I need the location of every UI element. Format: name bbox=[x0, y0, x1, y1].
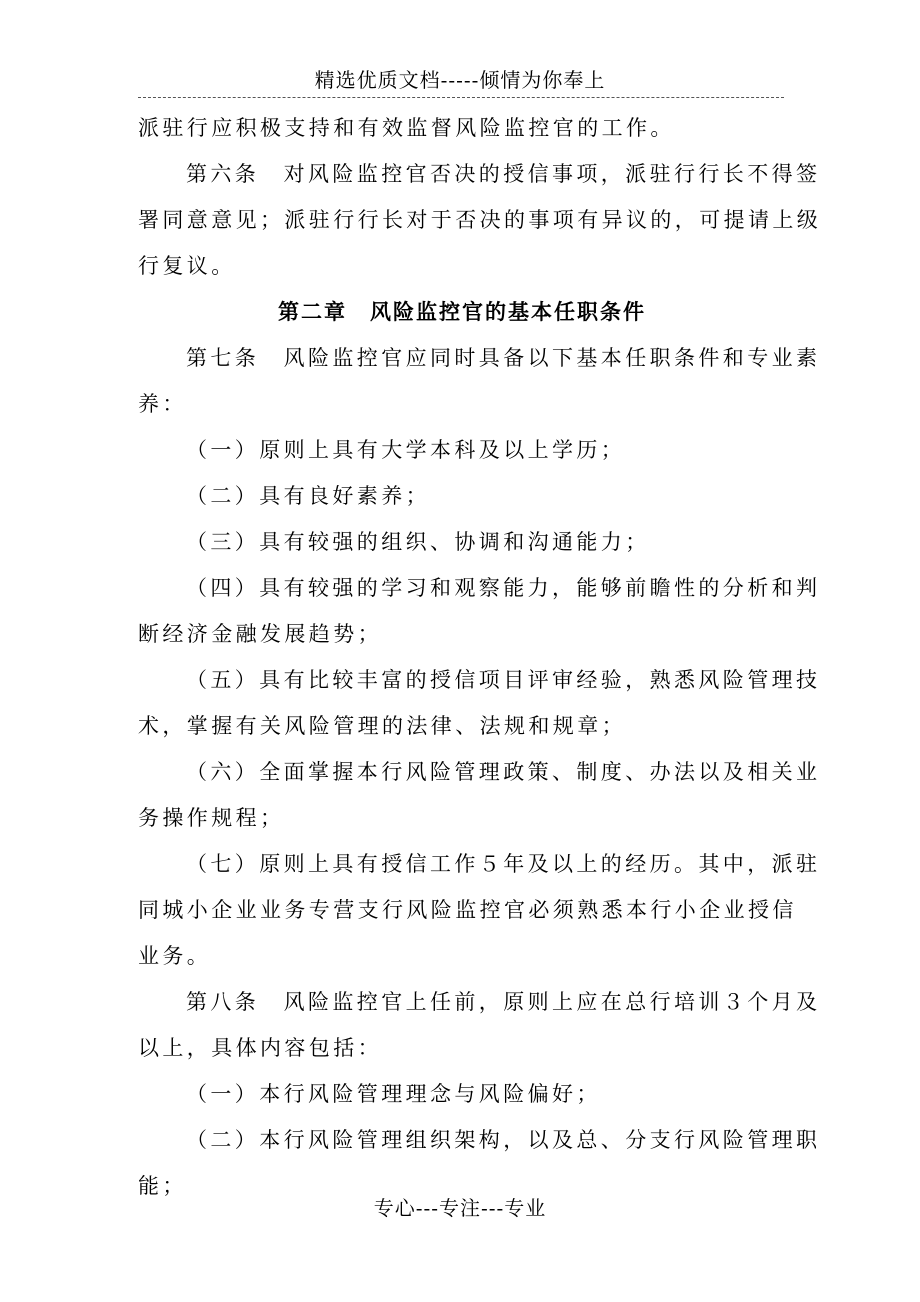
header-divider bbox=[138, 97, 784, 98]
list-item-1: （一）原则上具有大学本科及以上学历； bbox=[186, 438, 626, 462]
paragraph-line: 务操作规程； bbox=[138, 806, 285, 830]
article-8-line: 第八条 风险监控官上任前，原则上应在总行培训３个月及 bbox=[186, 990, 821, 1014]
list-item-7: （七）原则上具有授信工作５年及以上的经历。其中，派驻 bbox=[186, 852, 821, 876]
document-body bbox=[138, 105, 822, 1209]
paragraph-line: 断经济金融发展趋势； bbox=[138, 622, 382, 646]
list-item-6: （六）全面掌握本行风险管理政策、制度、办法以及相关业 bbox=[186, 760, 821, 784]
paragraph-line: 业务。 bbox=[138, 944, 212, 968]
list-item-2: （二）本行风险管理组织架构，以及总、分支行风险管理职 bbox=[186, 1128, 821, 1152]
list-item-1: （一）本行风险管理理念与风险偏好； bbox=[186, 1082, 601, 1106]
paragraph-line: 行复议。 bbox=[138, 254, 236, 278]
list-item-3: （三）具有较强的组织、协调和沟通能力； bbox=[186, 530, 650, 554]
list-item-2: （二）具有良好素养； bbox=[186, 484, 430, 508]
paragraph-line: 术，掌握有关风险管理的法律、法规和规章； bbox=[138, 714, 626, 738]
article-7-line: 第七条 风险监控官应同时具备以下基本任职条件和专业素 bbox=[186, 346, 821, 370]
page-footer: 专心---专注---专业 bbox=[373, 1196, 547, 1220]
chapter-2-heading: 第二章 风险监控官的基本任职条件 bbox=[278, 299, 646, 324]
list-item-4: （四）具有较强的学习和观察能力，能够前瞻性的分析和判 bbox=[186, 576, 821, 600]
page-header: 精选优质文档-----倾情为你奉上 bbox=[314, 68, 606, 92]
list-item-5: （五）具有比较丰富的授信项目评审经验，熟悉风险管理技 bbox=[186, 668, 821, 692]
paragraph-line: 同城小企业业务专营支行风险监控官必须熟悉本行小企业授信 bbox=[138, 898, 797, 922]
paragraph-line: 派驻行应积极支持和有效监督风险监控官的工作。 bbox=[138, 116, 675, 140]
article-6-line: 第六条 对风险监控官否决的授信事项，派驻行行长不得签 bbox=[186, 162, 821, 186]
paragraph-line: 养： bbox=[138, 392, 187, 416]
paragraph-line: 能； bbox=[138, 1174, 187, 1198]
paragraph-line: 以上，具体内容包括： bbox=[138, 1036, 382, 1060]
paragraph-line: 署同意意见；派驻行行长对于否决的事项有异议的，可提请上级 bbox=[138, 208, 822, 232]
